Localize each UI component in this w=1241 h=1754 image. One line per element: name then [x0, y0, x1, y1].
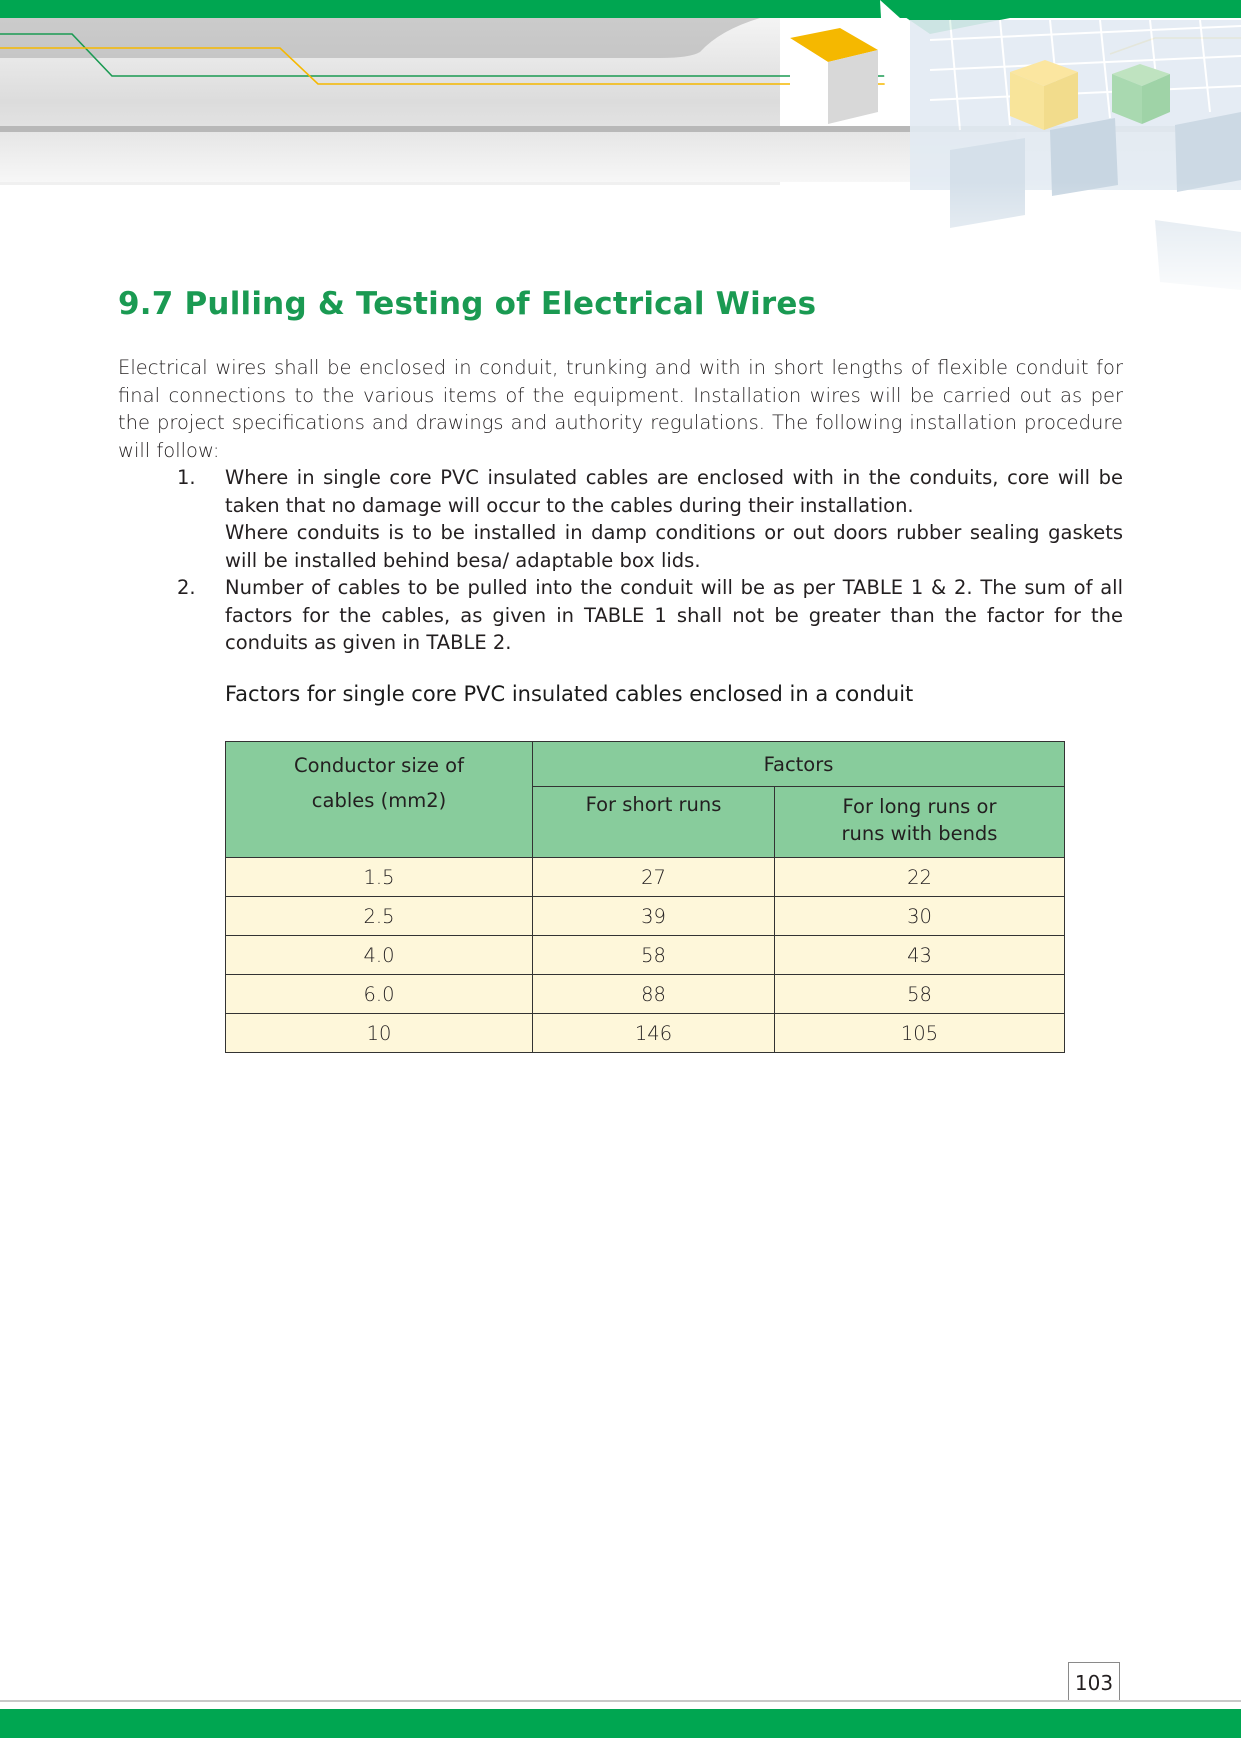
cell-short-runs: 27 [533, 858, 775, 897]
table-row [226, 1014, 1065, 1053]
table-header-row [226, 742, 1065, 787]
cell-long-runs: 43 [775, 936, 1065, 975]
table-row [226, 975, 1065, 1014]
table-caption: Factors for single core PVC insulated cables enclosed in a conduit [225, 682, 914, 706]
header-line: cables (mm2) [311, 789, 447, 812]
cell-conductor-size: 4.0 [226, 936, 533, 975]
column-header-conductor-size [226, 742, 533, 858]
header-line: runs with bends [841, 822, 998, 845]
footer-divider [0, 1700, 1241, 1702]
procedure-step-2 [118, 574, 1123, 657]
footer-band [0, 1709, 1241, 1738]
table-row [226, 897, 1065, 936]
cell-conductor-size: 2.5 [226, 897, 533, 936]
column-header-short-runs: For short runs [533, 787, 775, 858]
step-paragraph: Where conduits is to be installed in damp conditions or out doors rubber sealing gaskets will be installed behind besa/ adaptable box lids. [225, 521, 1123, 572]
cell-conductor-size: 10 [226, 1014, 533, 1053]
column-header-long-runs [775, 787, 1065, 858]
cell-short-runs: 58 [533, 936, 775, 975]
section-title: 9.7 Pulling & Testing of Electrical Wires [118, 286, 817, 322]
header-line: For long runs or [842, 795, 997, 818]
cell-long-runs: 105 [775, 1014, 1065, 1053]
cell-conductor-size: 1.5 [226, 858, 533, 897]
table-row [226, 936, 1065, 975]
header-graphic [0, 0, 1241, 310]
cell-conductor-size: 6.0 [226, 975, 533, 1014]
step-number: 2. [177, 576, 196, 599]
procedure-step-1 [118, 464, 1123, 574]
cell-long-runs: 30 [775, 897, 1065, 936]
step-paragraph: Number of cables to be pulled into the conduit will be as per TABLE 1 & 2. The sum of all factors for the cables, as given in TABLE 1 shall not be greater than the factor for the conduits as given in TABLE 2. [225, 576, 1123, 654]
procedure-list [118, 464, 1123, 657]
intro-paragraph: Electrical wires shall be enclosed in conduit, trunking and with in short lengths of flexible conduit for final connections to the various items of the equipment. Installation wires will be carried out as per the project specifications and drawings and authority regulations. The following installation procedure will follow: [118, 356, 1123, 462]
cell-short-runs: 88 [533, 975, 775, 1014]
header-line: Conductor size of [294, 754, 464, 777]
table-row [226, 858, 1065, 897]
factors-table [225, 741, 1065, 1053]
step-number: 1. [177, 466, 196, 489]
cell-long-runs: 22 [775, 858, 1065, 897]
cell-long-runs: 58 [775, 975, 1065, 1014]
cell-short-runs: 39 [533, 897, 775, 936]
page-header-decoration [0, 0, 1241, 310]
cell-short-runs: 146 [533, 1014, 775, 1053]
column-header-factors: Factors [533, 742, 1065, 787]
page-number: 103 [1068, 1662, 1120, 1701]
step-paragraph: Where in single core PVC insulated cables are enclosed with in the conduits, core will be taken that no damage will occur to the cables during their installation. [225, 466, 1123, 517]
